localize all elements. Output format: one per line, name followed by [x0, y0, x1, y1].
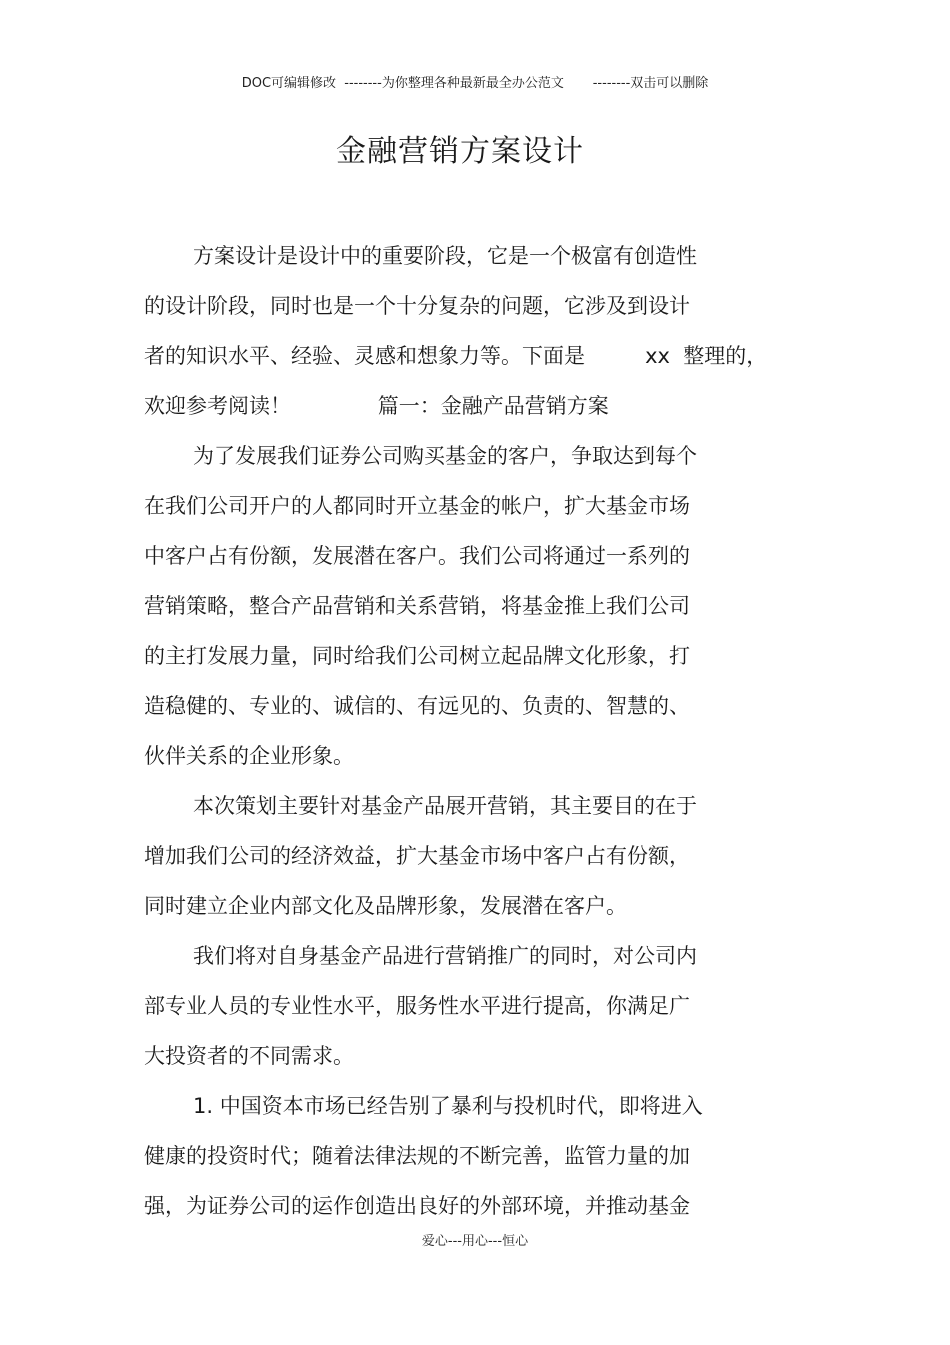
body-line: 的主打发展力量，同时给我们公司树立起品牌文化形象，打 — [144, 644, 690, 668]
document-title: 金融营销方案设计 — [336, 134, 584, 169]
body-line: 营销策略，整合产品营销和关系营销，将基金推上我们公司 — [144, 594, 690, 618]
body-line: 部专业人员的专业性水平，服务性水平进行提高，你满足广 — [144, 994, 690, 1018]
body-line: 在我们公司开户的人都同时开立基金的帐户，扩大基金市场 — [144, 494, 690, 518]
body-line: 同时建立企业内部文化及品牌形象，发展潜在客户。 — [144, 894, 627, 918]
body-line: 1. 中国资本市场已经告别了暴利与投机时代，即将进入 — [193, 1094, 703, 1118]
body-line: 中客户占有份额，发展潜在客户。我们公司将通过一系列的 — [144, 544, 690, 568]
body-line: 我们将对自身基金产品进行营销推广的同时，对公司内 — [193, 944, 697, 968]
body-line: 伙伴关系的企业形象。 — [144, 744, 354, 768]
body-line: 方案设计是设计中的重要阶段，它是一个极富有创造性 — [193, 244, 697, 268]
body-line: 增加我们公司的经济效益，扩大基金市场中客户占有份额， — [144, 844, 690, 868]
page-footer: 爱心---用心---恒心 — [421, 1234, 529, 1249]
body-line: 本次策划主要针对基金产品展开营销，其主要目的在于 — [193, 794, 697, 818]
body-line: 大投资者的不同需求。 — [144, 1044, 354, 1068]
body-line: 强，为证券公司的运作创造出良好的外部环境，并推动基金 — [144, 1194, 690, 1218]
body-line: 的设计阶段，同时也是一个十分复杂的问题，它涉及到设计 — [144, 294, 690, 318]
page-header: DOC可编辑修改 --------为你整理各种最新最全办公范文 --------双击可以删除 — [241, 76, 709, 91]
body-line: 为了发展我们证券公司购买基金的客户，争取达到每个 — [193, 444, 697, 468]
body-line: 者的知识水平、经验、灵感和想象力等。下面是 xx 整理的， — [144, 344, 768, 368]
body-line: 欢迎参考阅读！ 篇一：金融产品营销方案 — [144, 394, 609, 418]
body-line: 健康的投资时代；随着法律法规的不断完善，监管力量的加 — [144, 1144, 690, 1168]
body-line: 造稳健的、专业的、诚信的、有远见的、负责的、智慧的、 — [144, 694, 690, 718]
